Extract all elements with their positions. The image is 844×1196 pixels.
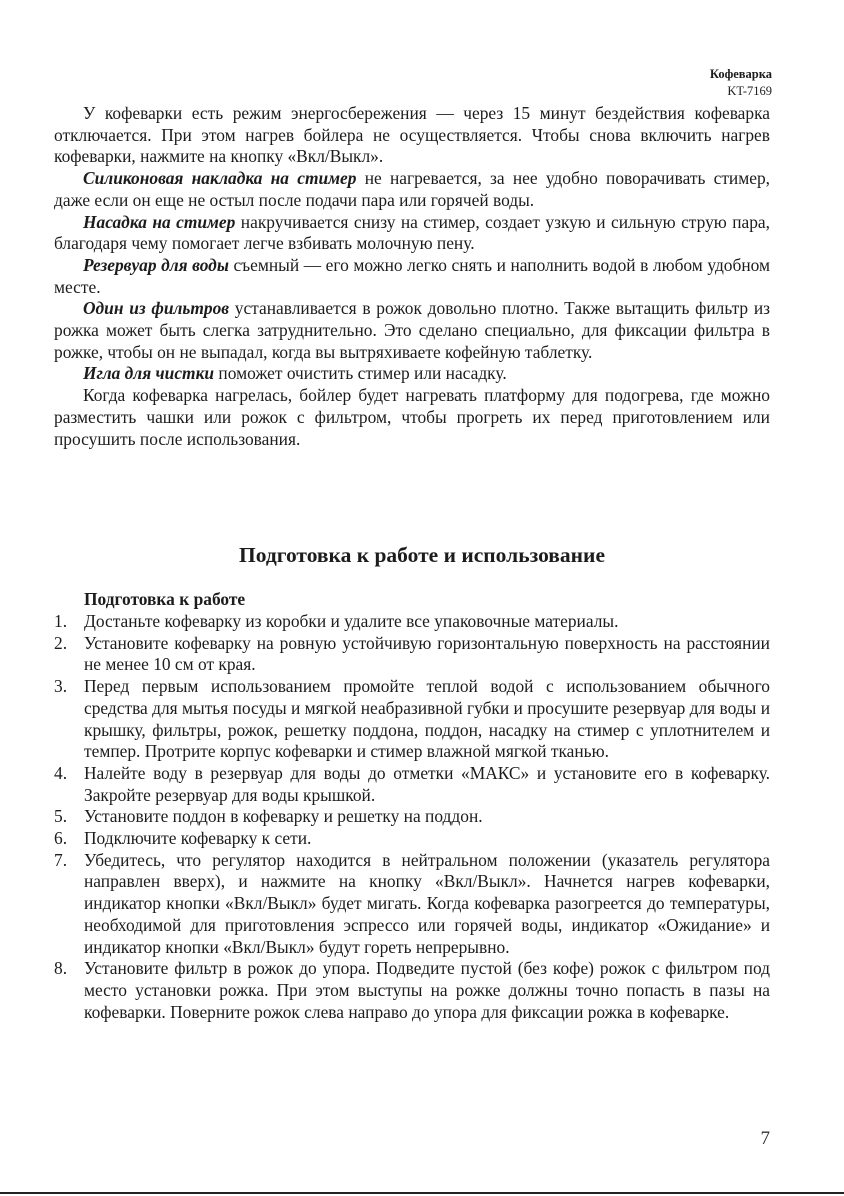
header-product-name: Кофеварка (709, 67, 772, 81)
section-title: Подготовка к работе и использование (239, 543, 605, 567)
step-text: Подключите кофеварку к сети. (84, 828, 312, 849)
step-number: 2. (54, 632, 68, 653)
list-item (54, 958, 770, 1023)
step-number: 4. (54, 762, 68, 783)
step-number: 1. (54, 611, 68, 631)
text-cleaning-needle: поможет очистить стимер или насадку. (214, 363, 507, 384)
text-water-tank: съемный — его можно легко снять и наполнить водой в любом удобном месте. (54, 254, 771, 297)
list-item (54, 763, 770, 806)
paragraph-cleaning-needle (54, 363, 770, 385)
step-text: Установите поддон в кофеварку и решетку на поддон. (84, 806, 483, 827)
preparation-steps-list (54, 611, 770, 1023)
step-text: Установите кофеварку на ровную устойчивую горизонтальную поверхность на расстоянии не менее 10 см от края. (84, 632, 770, 675)
step-number: 7. (54, 849, 68, 870)
step-text: Достаньте кофеварку из коробки и удалите все упаковочные материалы. (84, 611, 619, 631)
page-number: 7 (760, 1128, 770, 1149)
paragraph-energy-saving: У кофеварки есть режим энергосбережения — через 15 минут бездействия кофеварка отключается. При этом нагрев бойлера не осуществляется. Чтобы снова включить нагрев кофеварки, нажмите на кнопку «Вкл/Выкл». (54, 103, 770, 167)
list-item (54, 676, 770, 763)
term-water-tank: Резервуар для воды (83, 254, 229, 275)
step-text: Установите фильтр в рожок до упора. Подведите пустой (без кофе) рожок с фильтром под место установки рожка. При этом выступы на рожке должны точно попасть в пазы на кофеварки. Поверните рожок слева направо до упора для фиксации рожка в кофеварке. (84, 958, 770, 1022)
step-text: Налейте воду в резервуар для воды до отметки «МАКС» и установите его в кофеварку. Закройте резервуар для воды крышкой. (84, 762, 770, 805)
text-silicone-pad: не нагревается, за нее удобно поворачивать стимер, даже если он еще не остыл после подачи пара или горячей воды. (54, 168, 770, 210)
term-silicone-pad: Силиконовая накладка на стимер (83, 168, 357, 189)
intro-text (54, 103, 770, 450)
paragraph-steamer-nozzle (54, 212, 770, 255)
bottom-divider (0, 1192, 844, 1194)
step-number: 5. (54, 806, 68, 827)
term-cleaning-needle: Игла для чистки (83, 363, 215, 384)
text-filter: устанавливается в рожок довольно плотно. Также вытащить фильтр из рожка может быть слегка затруднительно. Это сделано специально, для фиксации фильтра в рожке, чтобы он не выпадал, когда вы вытряхиваете кофейную таблетку. (54, 298, 770, 362)
header-model: KT-7169 (727, 84, 772, 98)
step-number: 8. (54, 958, 68, 979)
list-item (54, 633, 770, 676)
list-item (54, 806, 770, 828)
step-number: 6. (54, 828, 68, 849)
term-filter: Один из фильтров (83, 298, 230, 319)
paragraph-silicone-pad (54, 168, 770, 211)
running-header (710, 66, 772, 100)
paragraph-water-tank (54, 255, 770, 298)
paragraph-filter (54, 298, 770, 363)
step-text: Убедитесь, что регулятор находится в нейтральном положении (указатель регулятора направлен вверх), и нажмите на кнопку «Вкл/Выкл». Начнется нагрев кофеварки, индикатор кнопки «Вкл/Выкл» будет мигать. Когда кофеварка разогреется до температуры, необходимой для приготовления эспрессо или горячей воды, индикатор «Ожидание» и индикатор кнопки «Вкл/Выкл» будут гореть непрерывно. (84, 849, 770, 957)
list-item (54, 828, 770, 850)
text-steamer-nozzle: накручивается снизу на стимер, создает узкую и сильную струю пара, благодаря чему помогает легче взбивать молочную пену. (54, 211, 770, 254)
subsection-title: Подготовка к работе (84, 589, 246, 609)
paragraph-warming-platform: Когда кофеварка нагрелась, бойлер будет нагревать платформу для подогрева, где можно разместить чашки или рожок с фильтром, чтобы прогреть их перед приготовлением или просушить после использования. (54, 385, 770, 449)
list-item (54, 611, 770, 633)
list-item (54, 850, 770, 959)
step-number: 3. (54, 676, 68, 697)
term-steamer-nozzle: Насадка на стимер (83, 211, 236, 232)
step-text: Перед первым использованием промойте теплой водой с использованием обычного средства для мытья посуды и мягкой неабразивной губки и просушите резервуар для воды и крышку, фильтры, рожок, решетку поддона, поддон, насадку на стимер с уплотнителем и темпер. Протрите корпус кофеварки и стимер влажной мягкой тканью. (84, 676, 770, 762)
